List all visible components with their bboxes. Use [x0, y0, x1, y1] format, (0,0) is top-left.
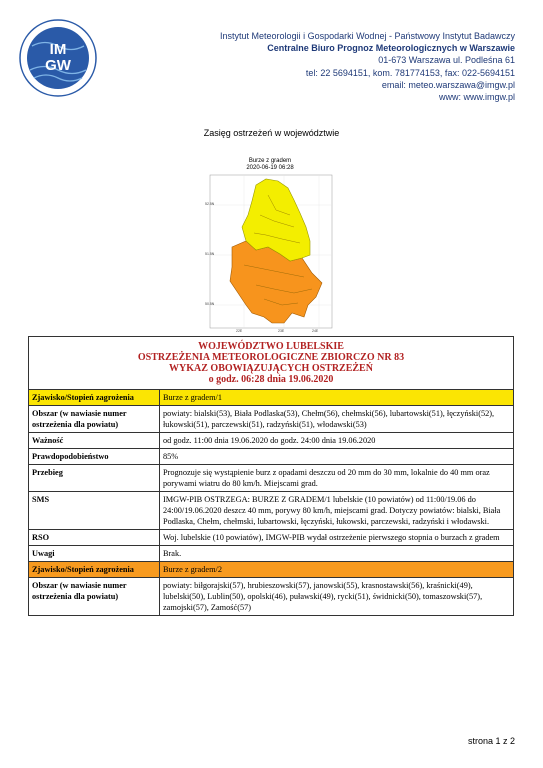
imgw-logo — [18, 18, 98, 98]
svg-text:IM: IM — [49, 41, 67, 58]
svg-text:22E: 22E — [236, 329, 243, 333]
table-row: Obszar (w nawiasie numer ostrzeżenia dla powiatu) powiaty: biłgorajski(57), hrubieszowski(57), janowski(55), krasnostawski(56), kraśnicki(49), lubelski(50), Lublin(50), opolski(46), puławski(49), rycki(51), świdnicki(50), tomaszowski(57), zamojski(57), Zamość(57) — [29, 578, 514, 616]
email-link[interactable]: email: meteo.warszawa@imgw.pl — [381, 79, 515, 90]
bureau-name: Centralne Biuro Prognoz Meteorologicznych w Warszawie — [267, 43, 515, 54]
page-number: strona 1 z 2 — [467, 736, 515, 746]
institute-name: Instytut Meteorologii i Gospodarki Wodnej - Państwowy Instytut Badawczy — [220, 31, 515, 41]
warning-map — [204, 155, 336, 333]
svg-text:51.5N: 51.5N — [205, 252, 215, 256]
table-title: WOJEWÓDZTWO LUBELSKIE OSTRZEŻENIA METEOROLOGICZNE ZBIORCZO NR 83 WYKAZ OBOWIĄZUJĄCYCH OSTRZEŻEŃ o godz. 06:28 dnia 19.06.2020 — [29, 337, 514, 390]
map-date: 2020-06-19 06:28 — [246, 165, 294, 171]
svg-text:52.5N: 52.5N — [205, 202, 215, 206]
warning-table — [28, 336, 514, 616]
svg-text:23E: 23E — [278, 329, 285, 333]
phone: tel: 22 5694151, kom. 781774153, fax: 022-5694151 — [305, 67, 515, 78]
table-row: Zjawisko/Stopień zagrożenia Burze z gradem/2 — [29, 562, 514, 578]
table-row: Przebieg Prognozuje się wystąpienie burz z opadami deszczu od 20 mm do 30 mm, lokalnie do 40 mm oraz porywami wiatru do 80 km/h. Miejscami grad. — [29, 465, 514, 492]
table-row: Uwagi Brak. — [29, 546, 514, 562]
table-row: Zjawisko/Stopień zagrożenia Burze z gradem/1 — [29, 390, 514, 406]
table-row: Obszar (w nawiasie numer ostrzeżenia dla powiatu) powiaty: bialski(53), Biała Podlaska(53), Chełm(56), chełmski(56), lubartowski(51), łęczyński(52), łukowski(51), parczewski(51), radzyński(51), włodawski(53) — [29, 406, 514, 433]
table-row: Prawdopodobieństwo 85% — [29, 449, 514, 465]
table-row: SMS IMGW-PIB OSTRZEGA: BURZE Z GRADEM/1 lubelskie (10 powiatów) od 11:00/19.06 do 24:00/19.06.2020 deszcz 40 mm, porywy 80 km/h, miejscami grad. Dotyczy powiatów: bialski, Biała Podlaska, Chełm, chełmski, lubartowski, łęczyński, łukowski, parczewski, radzyński i włodawski. — [29, 492, 514, 530]
svg-text:24E: 24E — [312, 329, 319, 333]
map-title: Burze z gradem — [248, 158, 292, 164]
address: 01-673 Warszawa ul. Podleśna 61 — [378, 55, 515, 66]
svg-text:GW: GW — [45, 57, 71, 74]
svg-text:50.5N: 50.5N — [205, 302, 215, 306]
table-row: RSO Woj. lubelskie (10 powiatów), IMGW-PIB wydał ostrzeżenie pierwszego stopnia o burzach z gradem — [29, 530, 514, 546]
map-section-title: Zasięg ostrzeżeń w województwie — [203, 128, 340, 138]
table-row: Ważność od godz. 11:00 dnia 19.06.2020 do godz. 24:00 dnia 19.06.2020 — [29, 433, 514, 449]
website-link[interactable]: www: www.imgw.pl — [438, 92, 515, 103]
header-block — [155, 30, 515, 103]
